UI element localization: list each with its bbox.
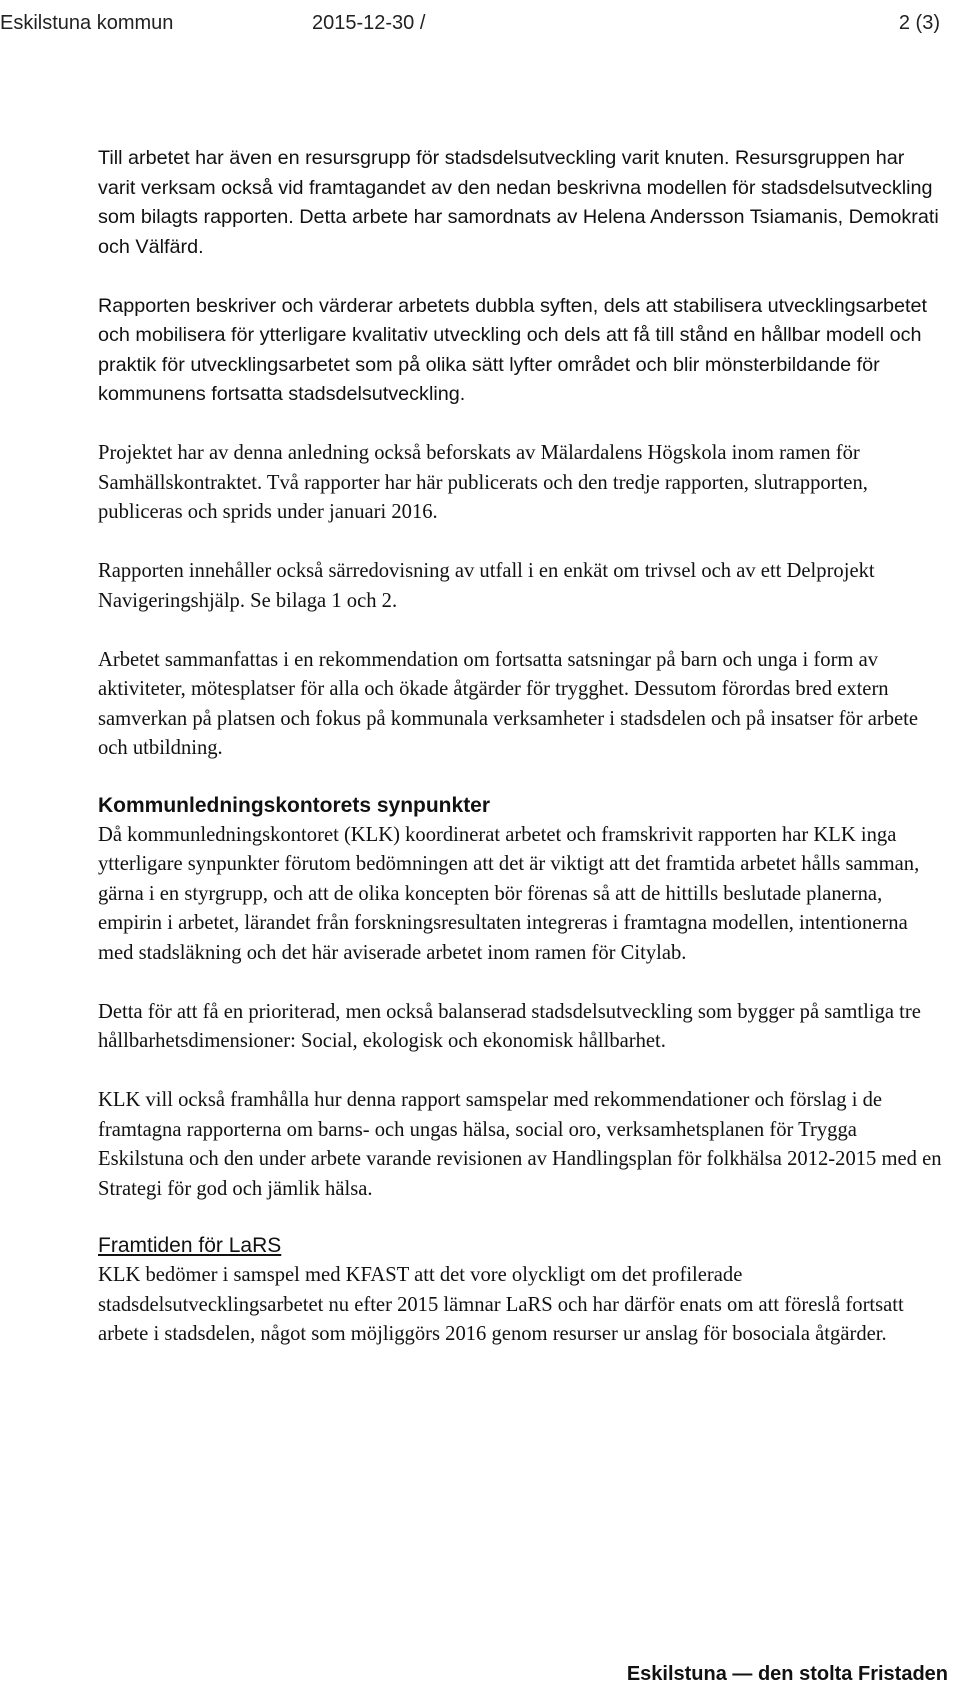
paragraph-sustainability: Detta för att få en prioriterad, men också balanserad stadsdelsutveckling som bygger på samtliga tre hållbarhetsdimensioner: Social, ekologisk och ekonomisk hållbarhet. xyxy=(98,1000,921,1052)
page-header xyxy=(0,8,940,38)
section-heading-framtiden: Framtiden för LaRS xyxy=(98,1234,282,1257)
header-organization: Eskilstuna kommun xyxy=(0,12,174,34)
header-date: 2015-12-30 / xyxy=(312,12,426,34)
footer-slogan: Eskilstuna — den stolta Fristaden xyxy=(626,1663,948,1685)
paragraph-resource-group: Till arbetet har även en resursgrupp för stadsdelsutveckling varit knuten. Resursgruppen har varit verksam också vid framtagandet av den nedan beskrivna modellen för stadsdelsutveckling som bilagts rapporten. Detta arbete har samordnats av Helena Andersson Tsiamanis, Demokrati och Välfärd. xyxy=(98,147,939,258)
paragraph-survey: Rapporten innehåller också särredovisning av utfall i en enkät om trivsel och av ett Delprojekt Navigeringshjälp. Se bilaga 1 och 2. xyxy=(98,560,875,612)
paragraph-klk-reports: KLK vill också framhålla hur denna rapport samspelar med rekommendationer och förslag i de framtagna rapporterna om barns- och ungas hälsa, social oro, verksamhetsplanen för Trygga Eskilstuna och den under arbete varande revisionen av Handlingsplan för folkhälsa 2012-2015 med en Strategi för god och jämlik hälsa. xyxy=(98,1089,942,1200)
paragraph-klk-coordination: Då kommunledningskontoret (KLK) koordinerat arbetet och framskrivit rapporten har KLK inga ytterligare synpunkter förutom bedömningen att det är viktigt att det framtida arbetet hålls samman, gärna i en styrgrupp, och att de olika koncepten bör förenas så att de hittills beslutade planerna, empirin i arbetet, lärandet från forskningsresultaten integreras i framtagna modellen, intentionerna med stadsläkning och det här aviserade arbetet inom ramen för Citylab. xyxy=(98,823,920,964)
paragraph-future-lars: KLK bedömer i samspel med KFAST att det vore olyckligt om det profilerade stadsdelsutvecklingsarbetet nu efter 2015 lämnar LaRS och har därför enats om att föreslå fortsatt arbete i stadsdelen, något som möjliggörs 2016 genom resurser ur anslag för bosociala åtgärder. xyxy=(98,1264,904,1345)
header-page-number: 2 (3) xyxy=(898,12,940,34)
paragraph-report-purpose: Rapporten beskriver och värderar arbetets dubbla syften, dels att stabilisera utvecklingsarbetet och mobilisera för ytterligare kvalitativ utveckling och dels att få till stånd en hållbar modell och praktik för utvecklingsarbetet som på olika sätt lyfter området och blir mönsterbildande för kommunens fortsatta stadsdelsutveckling. xyxy=(98,294,928,405)
section-heading-synpunkter: Kommunledningskontorets synpunkter xyxy=(98,793,491,817)
paragraph-summary: Arbetet sammanfattas i en rekommendation om fortsatta satsningar på barn och unga i form av aktiviteter, mötesplatser för alla och ökade åtgärder för trygghet. Dessutom förordas bred extern samverkan på platsen och fokus på kommunala verksamheter i stadsdelen och på insatser för arbete och utbildning. xyxy=(98,648,919,759)
document-body xyxy=(98,144,944,1350)
paragraph-research: Projektet har av denna anledning också beforskats av Mälardalens Högskola inom ramen för Samhällskontraktet. Två rapporter har här publicerats och den tredje rapporten, slutrapporten, publiceras och sprids under januari 2016. xyxy=(98,442,868,523)
